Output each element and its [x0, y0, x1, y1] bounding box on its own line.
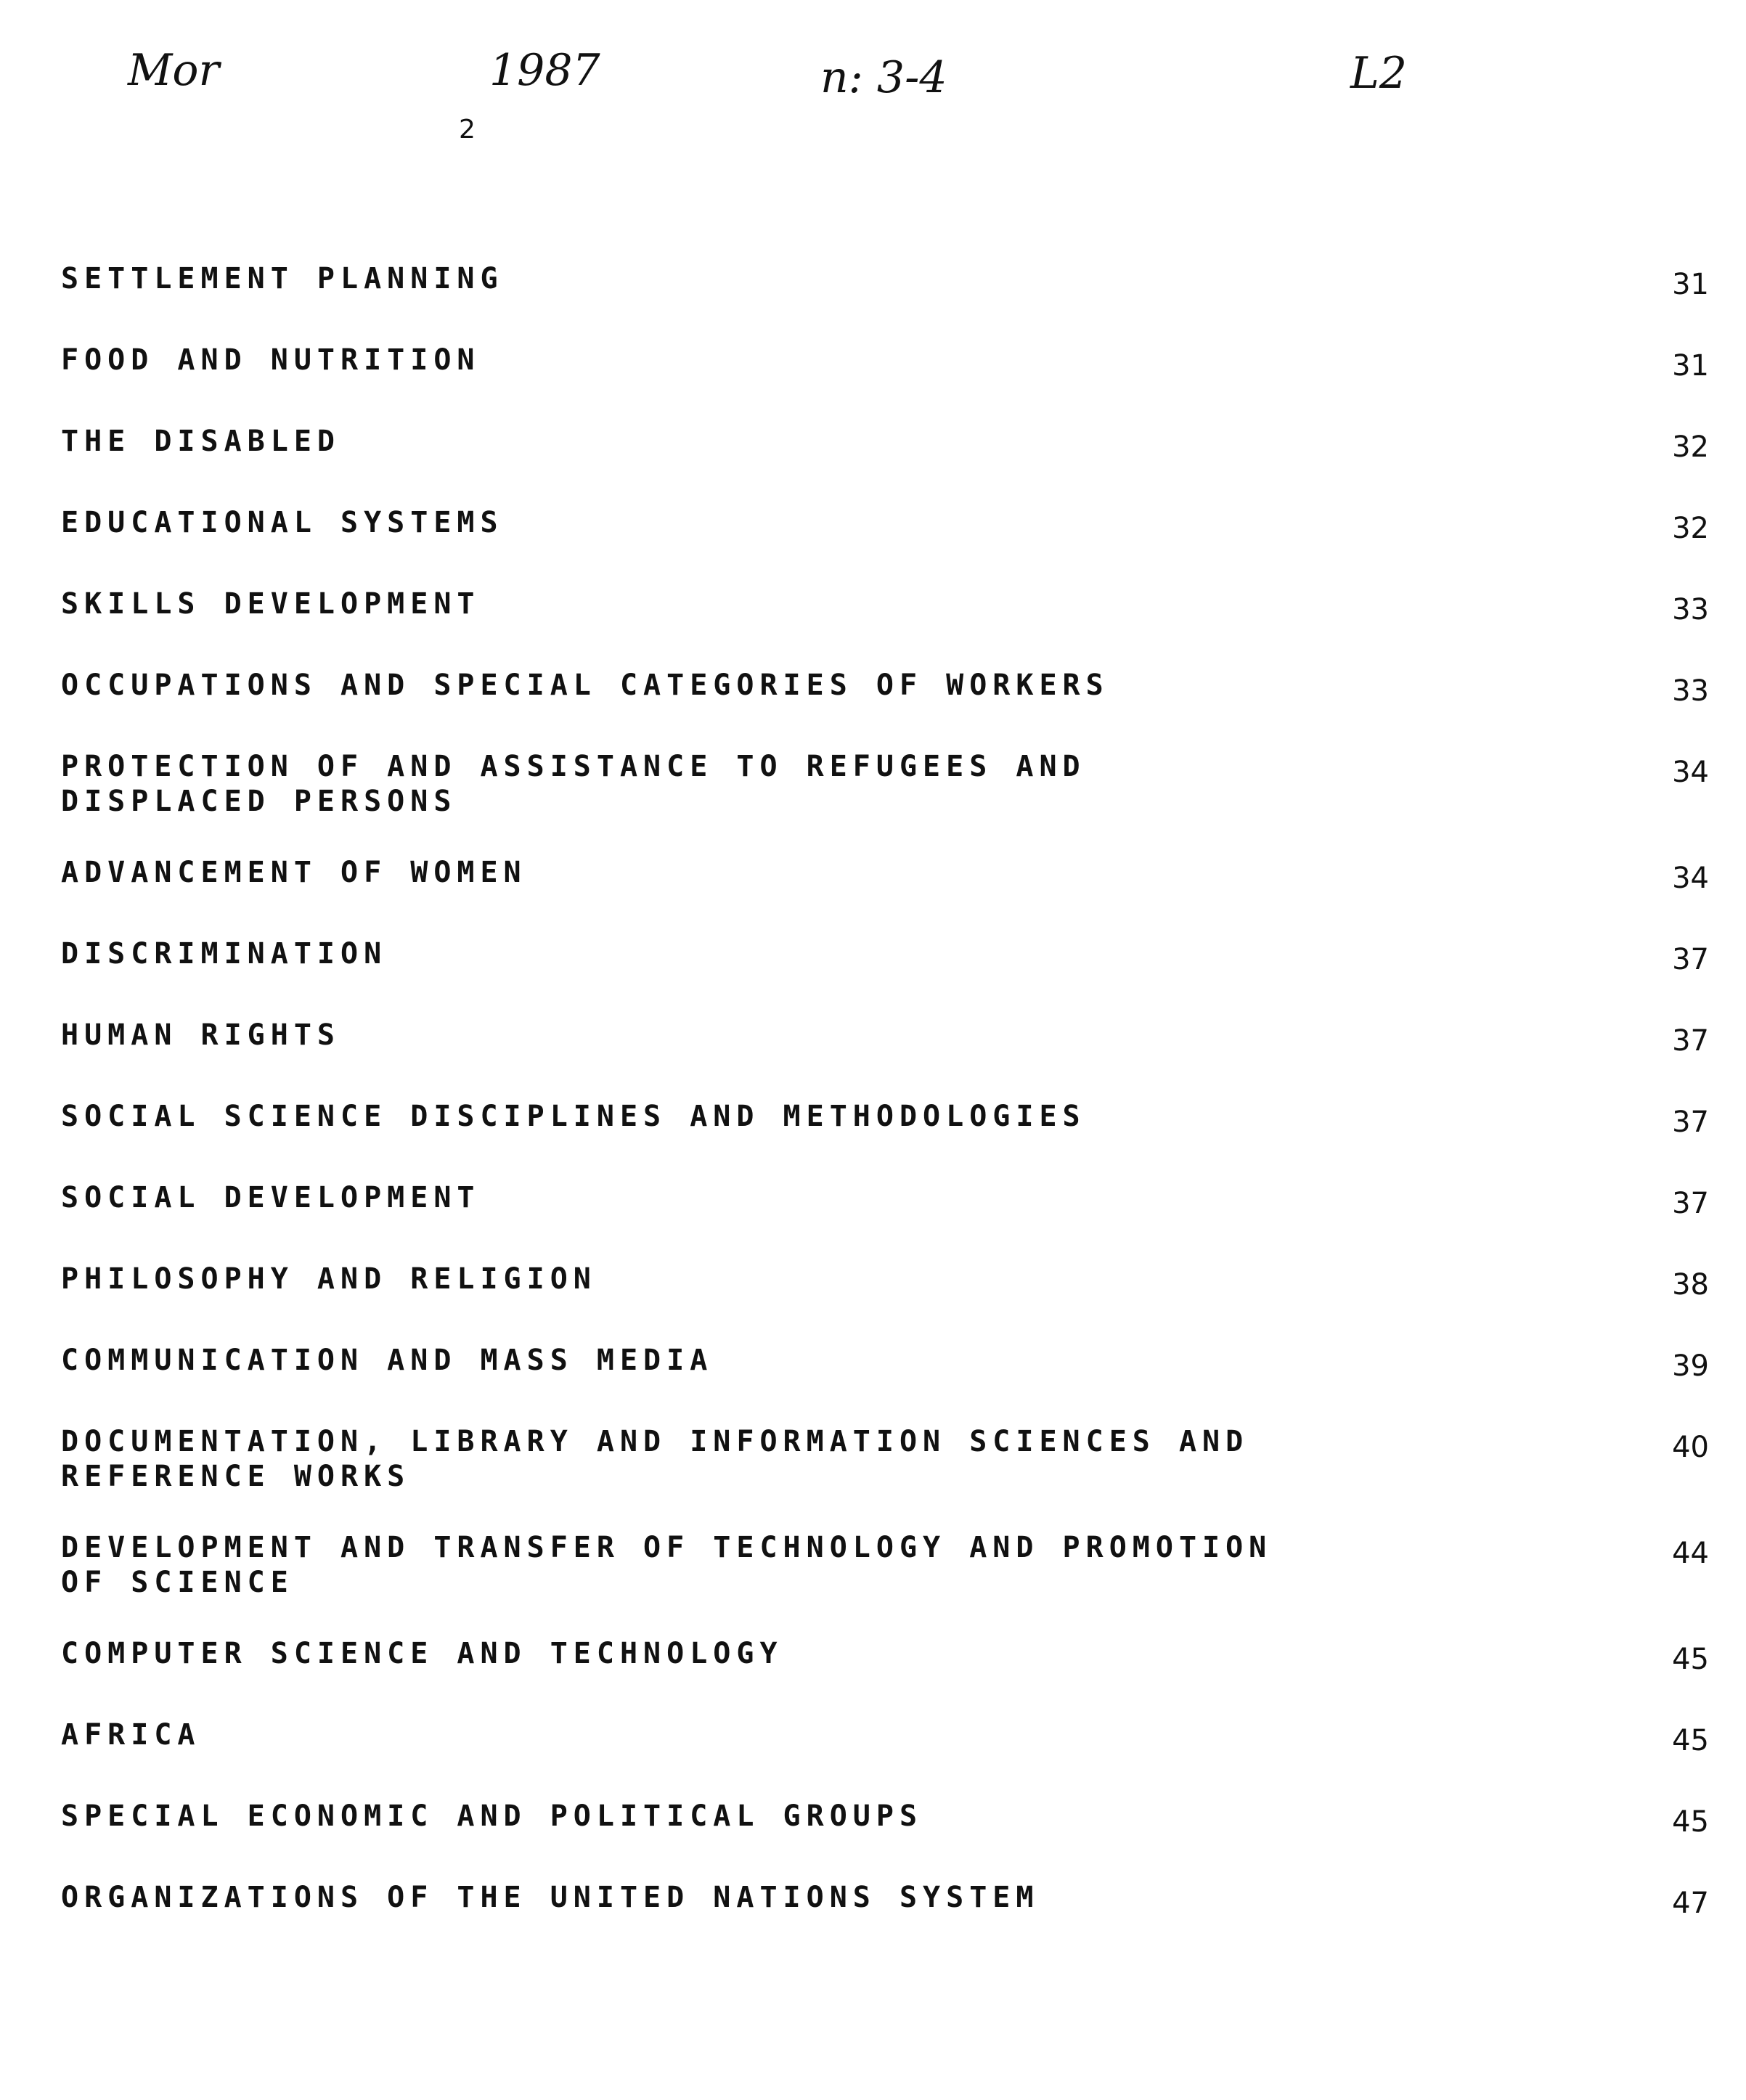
toc-entry-page: 47: [1672, 1887, 1709, 1920]
toc-entry-page: 33: [1672, 674, 1709, 708]
toc-entry-page: 40: [1672, 1431, 1709, 1464]
toc-entry-page: 44: [1672, 1537, 1709, 1570]
toc-entry-title: HUMAN RIGHTS: [61, 1018, 340, 1052]
toc-entry-page: 32: [1672, 430, 1709, 464]
toc-entry-page: 32: [1672, 512, 1709, 545]
toc-entry: [61, 936, 1709, 977]
toc-entry-title: ORGANIZATIONS OF THE UNITED NATIONS SYSTEM: [61, 1881, 1040, 1914]
toc-entry-page: 39: [1672, 1349, 1709, 1383]
toc-entry-page: 45: [1672, 1643, 1709, 1676]
toc-entry-page: 38: [1672, 1268, 1709, 1302]
toc-entry-page: 34: [1672, 756, 1709, 789]
toc-entry-title: OCCUPATIONS AND SPECIAL CATEGORIES OF WORKERS: [61, 669, 1109, 702]
handwritten-note-number: n: 3-4: [820, 52, 947, 103]
toc-entry: [61, 343, 1709, 383]
handwritten-note-code: L2: [1350, 48, 1408, 99]
toc-entry-page: 37: [1672, 1187, 1709, 1220]
toc-entry-page: 45: [1672, 1805, 1709, 1839]
toc-entry: [61, 1717, 1709, 1758]
toc-entry-title: COMPUTER SCIENCE AND TECHNOLOGY: [61, 1637, 783, 1670]
toc-entry-title: EDUCATIONAL SYSTEMS: [61, 506, 504, 539]
toc-entry-title: SPECIAL ECONOMIC AND POLITICAL GROUPS: [61, 1799, 923, 1833]
toc-entry-page: 37: [1672, 1106, 1709, 1139]
toc-entry: [61, 1530, 1709, 1600]
toc-entry-page: 31: [1672, 268, 1709, 301]
toc-entry: [61, 587, 1709, 627]
toc-entry: [61, 1018, 1709, 1058]
toc-entry-page: 33: [1672, 593, 1709, 626]
toc-entry-title: SETTLEMENT PLANNING: [61, 262, 504, 295]
toc-entry: [61, 855, 1709, 896]
toc-entry: [61, 1262, 1709, 1302]
table-of-contents: [61, 261, 1709, 1961]
toc-entry-page: 37: [1672, 1024, 1709, 1058]
toc-entry: [61, 1799, 1709, 1839]
toc-entry: [61, 1880, 1709, 1921]
toc-entry: [61, 505, 1709, 546]
toc-entry: [61, 1424, 1709, 1494]
toc-entry: [61, 424, 1709, 465]
toc-entry-title: DOCUMENTATION, LIBRARY AND INFORMATION SCIENCES AND REFERENCE WORKS: [61, 1425, 1249, 1493]
toc-entry: [61, 1099, 1709, 1140]
toc-entry: [61, 1636, 1709, 1677]
toc-entry-title: DISCRIMINATION: [61, 937, 388, 971]
toc-entry: [61, 1343, 1709, 1384]
toc-entry-title: PROTECTION OF AND ASSISTANCE TO REFUGEES AND DISPLACED PERSONS: [61, 750, 1086, 818]
toc-entry-title: THE DISABLED: [61, 425, 340, 458]
toc-entry-title: ADVANCEMENT OF WOMEN: [61, 856, 527, 889]
toc-entry-page: 37: [1672, 943, 1709, 976]
toc-entry-page: 31: [1672, 349, 1709, 383]
toc-entry-title: SKILLS DEVELOPMENT: [61, 587, 481, 621]
toc-entry-title: PHILOSOPHY AND RELIGION: [61, 1262, 597, 1296]
toc-entry: [61, 1180, 1709, 1221]
handwritten-note-author: Mor: [128, 45, 220, 96]
toc-entry-title: SOCIAL DEVELOPMENT: [61, 1181, 481, 1214]
toc-entry: [61, 668, 1709, 708]
toc-entry-title: FOOD AND NUTRITION: [61, 343, 481, 377]
toc-entry-page: 45: [1672, 1724, 1709, 1757]
toc-entry-title: SOCIAL SCIENCE DISCIPLINES AND METHODOLOGIES: [61, 1100, 1086, 1133]
toc-entry: [61, 261, 1709, 302]
toc-entry-title: AFRICA: [61, 1718, 201, 1752]
toc-entry-title: DEVELOPMENT AND TRANSFER OF TECHNOLOGY AND PROMOTION OF SCIENCE: [61, 1531, 1273, 1599]
toc-entry-title: COMMUNICATION AND MASS MEDIA: [61, 1344, 714, 1377]
handwritten-note-year: 1987: [489, 45, 600, 96]
page-number: 2: [459, 115, 476, 144]
toc-entry-page: 34: [1672, 862, 1709, 895]
toc-entry: [61, 749, 1709, 819]
